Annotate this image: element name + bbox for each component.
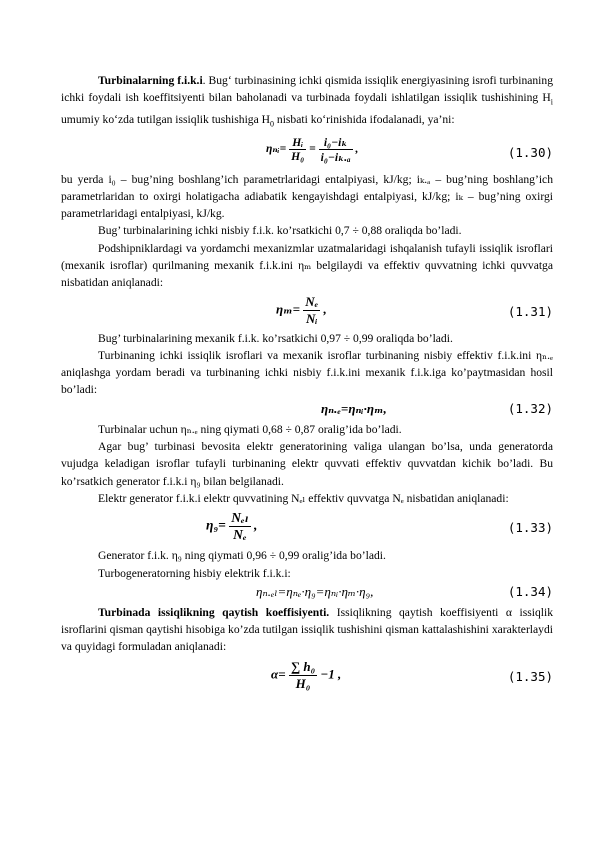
paragraph-generator-losses: Agar bug’ turbinasi bevosita elektr generatorining valiga ulangan bo’lsa, unda generatorda vujudga keladigan isroflar tufayli turbinaning elektr quvvati effektiv quvvatdan kichik bo’ladi. Bu ko’rsatkich generator f.i.k.i η₉ bilan belgilanadi. xyxy=(61,440,553,488)
equation-number: (1.35) xyxy=(507,668,553,684)
paragraph-mechanical-efficiency-range: Bug’ turbinalarining mexanik f.i.k. ko’rsatkichi 0,97 ÷ 0,99 oraliqda bo’ladi. xyxy=(98,331,453,345)
equation-1-32: ηₙ.ₑ=ηₙᵢ·ηₘ, (1.32) xyxy=(321,400,553,416)
equation-number: (1.30) xyxy=(507,144,553,160)
equation-1-30: ηₙᵢ= $\frac{\text{Hᵢ}}{\text{H₀}}$ = $\frac{\text{i₀−iₖ}}{\text{i₀−iₖ.ₐ}}$ , (1.30) xyxy=(266,135,553,164)
paragraph-turbogenerator: Turbogeneratorning hisbiy elektrik f.i.k.i: xyxy=(98,566,291,580)
fraction-enthalpy: $\frac{\text{i₀−iₖ}}{\text{i₀−iₖ.ₐ}}$ xyxy=(320,135,351,164)
equation-1-31: ηₘ= $\frac{\text{Nₑ}}{\text{Nᵢ}}$ , (1.31) xyxy=(276,293,553,326)
paragraph-internal-efficiency-range: Bug’ turbinalarining ichki nisbiy f.i.k. ko’rsatkichi 0,7 ÷ 0,88 oraliqda bo’ladi. xyxy=(98,224,462,238)
fraction-hi-h0: $\frac{\text{Hᵢ}}{\text{H₀}}$ xyxy=(291,135,305,163)
equation-1-33: η₉= $\frac{\text{Nₑₗ}}{\text{Nₑ}}$ , (1.33) xyxy=(206,510,553,543)
equation-number: (1.33) xyxy=(507,520,553,536)
equation-number: (1.34) xyxy=(507,583,553,599)
paragraph-heat-return: Turbinada issiqlikning qaytish koeffisiyenti. Issiqlikning qaytish koeffisiyenti α issiqlik isroflarini qisman qaytishi hisobiga ko’zda tutilgan issiqlik tushishini qisman kattalashishini xarakterlaydi va quyidagi formuladan aniqlanadi: xyxy=(61,605,554,654)
paragraph-effective-efficiency: Turbinaning ichki issiqlik isroflari va mexanik isroflar turbinaning nisbiy effektiv f.i.k.ini ηₙ.ₑ aniqlashga yordam beradi va turbinaning ichki nisbiy f.i.k.ini mexanik f.i.k.iga ko’paytmasidan hosil bo’ladi: xyxy=(61,348,553,397)
paragraph-generator-efficiency: Elektr generator f.i.k.i elektr quvvatining Nₑₗ effektiv quvvatga Nₑ nisbatidan aniqlanadi: xyxy=(98,491,509,505)
paragraph-mechanical-losses: Podshipniklardagi va yordamchi mexanizmlar uzatmalaridagi ishqalanish tufayli issiqlik isroflari (mexanik isroflar) qurilmaning mexanik f.i.k.ini ηₘ belgilaydi va effektiv quvvatning ichki quvvatga nisbatidan aniqlanadi: xyxy=(61,241,553,290)
paragraph-turbine-efficiency: Turbinalarning f.i.k.i. Bug‘ turbinasining ichki qismida issiqlik energiyasining isrofi turbinaning ichki foydali ish koeffitsiyenti bilan baholanadi va turbinada foydali ishlatilgan issiqlik tushishining $H_i$ umumiy ko‘zda tutilgan issiqlik tushishiga $H_0$ nisbati ko‘rinishida ifodalanadi, ya’ni: xyxy=(61,74,553,129)
equation-number: (1.32) xyxy=(507,400,553,416)
equation-1-34: ηₙ.ₑₗ=ηₙₑ·η₉=ηₙᵢ·ηₘ·η₉, (1.34) xyxy=(256,583,553,599)
equation-number: (1.31) xyxy=(507,303,553,319)
paragraph-generator-efficiency-range: Generator f.i.k. η₉ ning qiymati 0,96 ÷ 0,99 oralig’ida bo’ladi. xyxy=(98,549,386,563)
paragraph-definitions: bu yerda i₀ – bug’ning boshlang’ich parametrlaridagi entalpiyasi, kJ/kg; iₖ.ₐ – bug’ning boshlang’ich parametrlaridan to oxirgi holatigacha adiabatik kengayishdagi entalpiyasi, kJ/kg; iₖ – bug’ning oxirgi parametrlaridagi entalpiyasi, kJ/kg. xyxy=(61,172,553,221)
document-page xyxy=(61,72,553,696)
heading-turbine-efficiency: Turbinalarning f.i.k.i xyxy=(98,74,203,87)
paragraph-effective-efficiency-range: Turbinalar uchun ηₙ.ₑ ning qiymati 0,68 ÷ 0,87 oralig’ida bo’ladi. xyxy=(98,422,402,436)
equation-1-35: α= $\frac{\text{∑ h₀}}{\text{H₀}}$ −1 , (1.35) xyxy=(271,658,553,691)
heading-heat-return: Turbinada issiqlikning qaytish koeffisiyenti. xyxy=(98,605,330,619)
